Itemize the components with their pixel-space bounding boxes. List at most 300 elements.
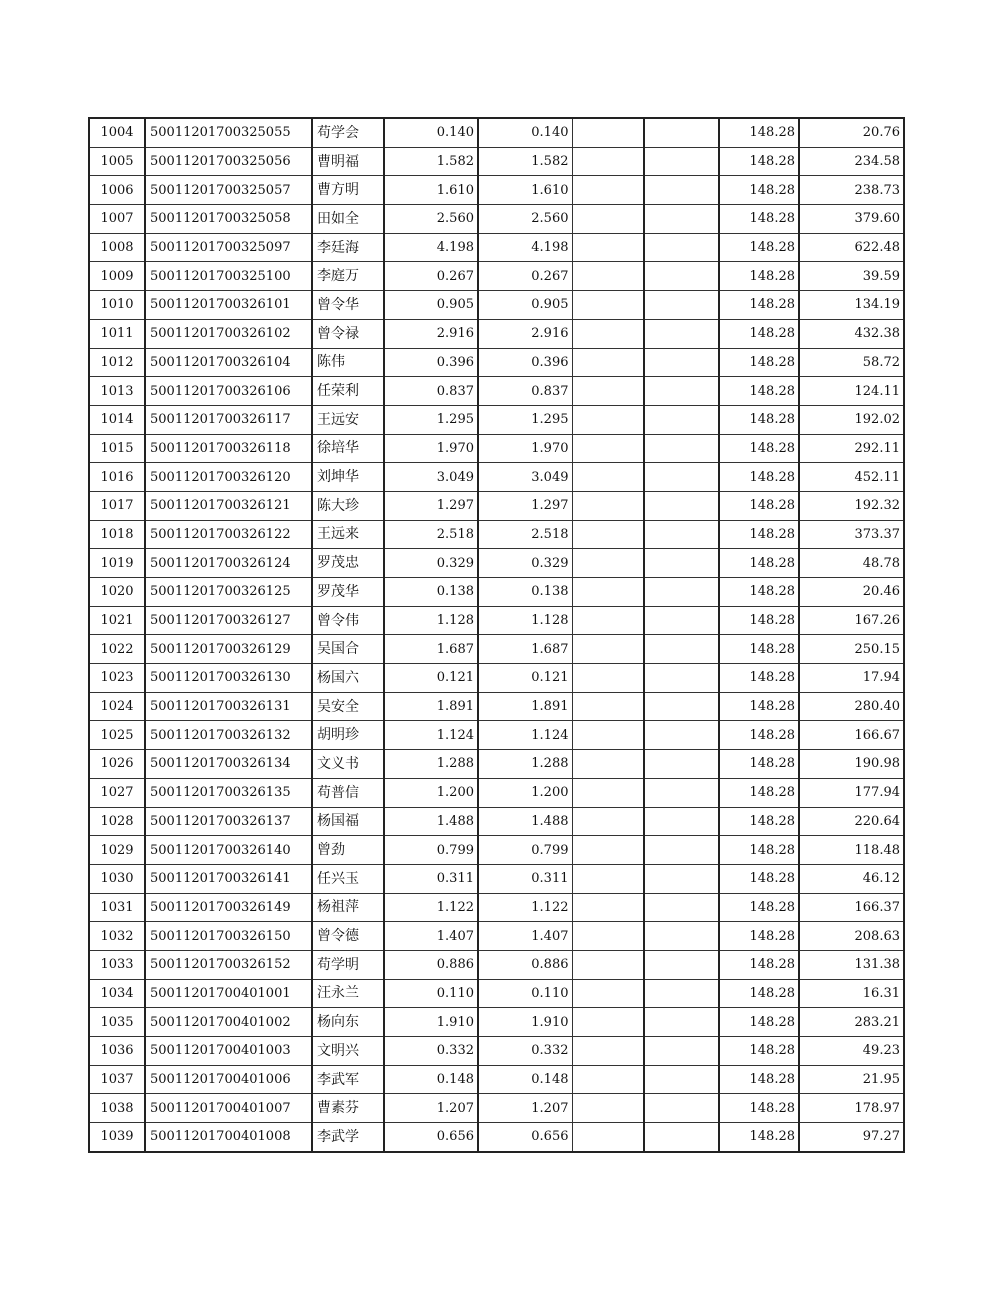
cell-name: 汪永兰	[312, 979, 384, 1008]
cell-rate: 148.28	[719, 262, 799, 291]
cell-seq: 1011	[89, 319, 145, 348]
cell-amount: 283.21	[799, 1008, 904, 1037]
cell-area-a: 1.610	[384, 176, 478, 205]
cell-empty	[644, 319, 719, 348]
cell-name: 罗茂忠	[312, 549, 384, 578]
cell-empty	[644, 549, 719, 578]
cell-empty	[572, 520, 644, 549]
cell-name: 王远安	[312, 405, 384, 434]
cell-empty	[572, 979, 644, 1008]
table-row	[89, 520, 904, 549]
cell-seq: 1022	[89, 635, 145, 664]
cell-name: 任兴玉	[312, 864, 384, 893]
cell-area-a: 1.295	[384, 405, 478, 434]
cell-household-code: 50011201700326120	[145, 463, 312, 492]
cell-amount: 192.32	[799, 491, 904, 520]
cell-seq: 1015	[89, 434, 145, 463]
cell-empty	[572, 721, 644, 750]
cell-name: 文义书	[312, 750, 384, 779]
cell-area-b: 1.122	[478, 893, 572, 922]
cell-name: 李庭万	[312, 262, 384, 291]
table-row	[89, 348, 904, 377]
cell-empty	[644, 205, 719, 234]
cell-household-code: 50011201700326129	[145, 635, 312, 664]
cell-area-a: 1.200	[384, 778, 478, 807]
cell-amount: 379.60	[799, 205, 904, 234]
cell-rate: 148.28	[719, 836, 799, 865]
cell-empty	[572, 1123, 644, 1152]
table-row	[89, 118, 904, 147]
cell-empty	[572, 1094, 644, 1123]
cell-empty	[644, 664, 719, 693]
cell-empty	[572, 692, 644, 721]
cell-area-b: 2.916	[478, 319, 572, 348]
table-row	[89, 147, 904, 176]
cell-empty	[572, 176, 644, 205]
cell-household-code: 50011201700326132	[145, 721, 312, 750]
cell-seq: 1020	[89, 578, 145, 607]
cell-empty	[644, 1065, 719, 1094]
cell-household-code: 50011201700326125	[145, 578, 312, 607]
cell-household-code: 50011201700401008	[145, 1123, 312, 1152]
table-row	[89, 750, 904, 779]
cell-empty	[644, 520, 719, 549]
cell-area-a: 0.329	[384, 549, 478, 578]
cell-area-b: 0.121	[478, 664, 572, 693]
cell-amount: 292.11	[799, 434, 904, 463]
cell-name: 李廷海	[312, 233, 384, 262]
table-row	[89, 434, 904, 463]
subsidy-ledger-table	[88, 117, 905, 1153]
cell-rate: 148.28	[719, 606, 799, 635]
cell-seq: 1018	[89, 520, 145, 549]
cell-name: 徐培华	[312, 434, 384, 463]
cell-amount: 622.48	[799, 233, 904, 262]
cell-empty	[644, 262, 719, 291]
cell-seq: 1029	[89, 836, 145, 865]
cell-area-b: 0.140	[478, 118, 572, 147]
cell-empty	[572, 635, 644, 664]
cell-household-code: 50011201700401002	[145, 1008, 312, 1037]
cell-name: 吴国合	[312, 635, 384, 664]
cell-seq: 1009	[89, 262, 145, 291]
table-row	[89, 262, 904, 291]
cell-seq: 1016	[89, 463, 145, 492]
cell-name: 杨国六	[312, 664, 384, 693]
cell-amount: 49.23	[799, 1037, 904, 1066]
cell-household-code: 50011201700326122	[145, 520, 312, 549]
cell-household-code: 50011201700326106	[145, 377, 312, 406]
cell-empty	[644, 1123, 719, 1152]
cell-seq: 1021	[89, 606, 145, 635]
table-row	[89, 1065, 904, 1094]
cell-amount: 190.98	[799, 750, 904, 779]
cell-name: 胡明珍	[312, 721, 384, 750]
cell-empty	[572, 262, 644, 291]
cell-rate: 148.28	[719, 578, 799, 607]
cell-seq: 1006	[89, 176, 145, 205]
cell-seq: 1036	[89, 1037, 145, 1066]
cell-name: 李武军	[312, 1065, 384, 1094]
table-row	[89, 606, 904, 635]
cell-amount: 220.64	[799, 807, 904, 836]
cell-rate: 148.28	[719, 864, 799, 893]
cell-empty	[572, 405, 644, 434]
table-row	[89, 721, 904, 750]
cell-empty	[644, 750, 719, 779]
cell-empty	[572, 205, 644, 234]
cell-name: 苟学明	[312, 950, 384, 979]
cell-amount: 178.97	[799, 1094, 904, 1123]
cell-household-code: 50011201700326101	[145, 291, 312, 320]
cell-rate: 148.28	[719, 778, 799, 807]
cell-empty	[644, 434, 719, 463]
table-row	[89, 1123, 904, 1152]
cell-rate: 148.28	[719, 434, 799, 463]
cell-seq: 1023	[89, 664, 145, 693]
cell-area-a: 0.148	[384, 1065, 478, 1094]
cell-area-a: 1.124	[384, 721, 478, 750]
cell-empty	[644, 1037, 719, 1066]
cell-rate: 148.28	[719, 118, 799, 147]
cell-empty	[644, 147, 719, 176]
cell-area-b: 0.656	[478, 1123, 572, 1152]
cell-area-b: 0.267	[478, 262, 572, 291]
cell-seq: 1025	[89, 721, 145, 750]
cell-household-code: 50011201700326102	[145, 319, 312, 348]
cell-household-code: 50011201700326134	[145, 750, 312, 779]
cell-name: 杨向东	[312, 1008, 384, 1037]
cell-amount: 118.48	[799, 836, 904, 865]
cell-area-b: 2.518	[478, 520, 572, 549]
cell-name: 王远来	[312, 520, 384, 549]
table-row	[89, 635, 904, 664]
cell-seq: 1005	[89, 147, 145, 176]
cell-area-b: 0.905	[478, 291, 572, 320]
cell-seq: 1024	[89, 692, 145, 721]
cell-household-code: 50011201700326127	[145, 606, 312, 635]
table-row	[89, 405, 904, 434]
table-row	[89, 319, 904, 348]
cell-area-b: 4.198	[478, 233, 572, 262]
table-row	[89, 692, 904, 721]
cell-household-code: 50011201700326121	[145, 491, 312, 520]
cell-rate: 148.28	[719, 807, 799, 836]
cell-household-code: 50011201700401006	[145, 1065, 312, 1094]
cell-area-a: 1.970	[384, 434, 478, 463]
cell-area-a: 1.128	[384, 606, 478, 635]
cell-name: 田如全	[312, 205, 384, 234]
cell-seq: 1027	[89, 778, 145, 807]
cell-amount: 124.11	[799, 377, 904, 406]
cell-empty	[572, 864, 644, 893]
cell-name: 吴安全	[312, 692, 384, 721]
cell-area-b: 1.970	[478, 434, 572, 463]
cell-amount: 373.37	[799, 520, 904, 549]
cell-amount: 131.38	[799, 950, 904, 979]
cell-name: 曾令华	[312, 291, 384, 320]
cell-area-a: 1.407	[384, 922, 478, 951]
table-row	[89, 922, 904, 951]
cell-rate: 148.28	[719, 979, 799, 1008]
cell-empty	[572, 578, 644, 607]
cell-rate: 148.28	[719, 1123, 799, 1152]
cell-household-code: 50011201700325056	[145, 147, 312, 176]
cell-household-code: 50011201700325097	[145, 233, 312, 262]
cell-area-b: 2.560	[478, 205, 572, 234]
cell-empty	[572, 807, 644, 836]
cell-amount: 48.78	[799, 549, 904, 578]
cell-rate: 148.28	[719, 950, 799, 979]
table-row	[89, 176, 904, 205]
cell-amount: 20.76	[799, 118, 904, 147]
cell-rate: 148.28	[719, 692, 799, 721]
cell-area-a: 0.110	[384, 979, 478, 1008]
cell-empty	[644, 1094, 719, 1123]
table-row	[89, 291, 904, 320]
cell-empty	[644, 979, 719, 1008]
cell-area-b: 1.124	[478, 721, 572, 750]
cell-household-code: 50011201700401001	[145, 979, 312, 1008]
cell-area-a: 1.687	[384, 635, 478, 664]
cell-rate: 148.28	[719, 721, 799, 750]
table-row	[89, 377, 904, 406]
table-row	[89, 1037, 904, 1066]
cell-seq: 1014	[89, 405, 145, 434]
cell-amount: 234.58	[799, 147, 904, 176]
table-row	[89, 233, 904, 262]
cell-empty	[572, 233, 644, 262]
cell-area-a: 2.560	[384, 205, 478, 234]
cell-empty	[572, 549, 644, 578]
cell-empty	[572, 291, 644, 320]
cell-seq: 1019	[89, 549, 145, 578]
cell-amount: 58.72	[799, 348, 904, 377]
table-row	[89, 664, 904, 693]
cell-seq: 1030	[89, 864, 145, 893]
cell-empty	[644, 807, 719, 836]
cell-name: 文明兴	[312, 1037, 384, 1066]
cell-seq: 1028	[89, 807, 145, 836]
cell-name: 陈伟	[312, 348, 384, 377]
cell-seq: 1012	[89, 348, 145, 377]
cell-name: 曹方明	[312, 176, 384, 205]
cell-empty	[644, 578, 719, 607]
cell-amount: 17.94	[799, 664, 904, 693]
cell-household-code: 50011201700325055	[145, 118, 312, 147]
cell-household-code: 50011201700326117	[145, 405, 312, 434]
cell-rate: 148.28	[719, 750, 799, 779]
cell-rate: 148.28	[719, 491, 799, 520]
cell-area-a: 0.332	[384, 1037, 478, 1066]
cell-amount: 238.73	[799, 176, 904, 205]
cell-area-b: 0.886	[478, 950, 572, 979]
cell-amount: 21.95	[799, 1065, 904, 1094]
cell-area-a: 0.837	[384, 377, 478, 406]
cell-empty	[572, 1065, 644, 1094]
cell-name: 杨国福	[312, 807, 384, 836]
cell-rate: 148.28	[719, 377, 799, 406]
cell-name: 李武学	[312, 1123, 384, 1152]
cell-rate: 148.28	[719, 348, 799, 377]
cell-empty	[644, 377, 719, 406]
cell-area-b: 0.311	[478, 864, 572, 893]
cell-area-a: 1.122	[384, 893, 478, 922]
cell-amount: 97.27	[799, 1123, 904, 1152]
cell-empty	[572, 319, 644, 348]
cell-amount: 192.02	[799, 405, 904, 434]
cell-area-a: 0.138	[384, 578, 478, 607]
table-row	[89, 578, 904, 607]
cell-rate: 148.28	[719, 463, 799, 492]
cell-empty	[572, 750, 644, 779]
cell-seq: 1039	[89, 1123, 145, 1152]
cell-amount: 250.15	[799, 635, 904, 664]
cell-household-code: 50011201700326104	[145, 348, 312, 377]
cell-rate: 148.28	[719, 205, 799, 234]
cell-area-b: 1.610	[478, 176, 572, 205]
cell-seq: 1007	[89, 205, 145, 234]
cell-empty	[644, 721, 719, 750]
cell-empty	[572, 348, 644, 377]
table-row	[89, 807, 904, 836]
cell-area-a: 1.891	[384, 692, 478, 721]
cell-empty	[572, 118, 644, 147]
cell-area-a: 3.049	[384, 463, 478, 492]
cell-name: 曹明福	[312, 147, 384, 176]
cell-household-code: 50011201700326137	[145, 807, 312, 836]
cell-seq: 1013	[89, 377, 145, 406]
cell-seq: 1017	[89, 491, 145, 520]
cell-amount: 16.31	[799, 979, 904, 1008]
cell-amount: 177.94	[799, 778, 904, 807]
cell-area-b: 1.200	[478, 778, 572, 807]
cell-area-a: 0.311	[384, 864, 478, 893]
cell-area-b: 1.207	[478, 1094, 572, 1123]
cell-rate: 148.28	[719, 291, 799, 320]
cell-amount: 208.63	[799, 922, 904, 951]
cell-area-b: 0.332	[478, 1037, 572, 1066]
cell-household-code: 50011201700325100	[145, 262, 312, 291]
cell-area-b: 0.799	[478, 836, 572, 865]
cell-name: 苟普信	[312, 778, 384, 807]
cell-name: 刘坤华	[312, 463, 384, 492]
cell-area-a: 0.905	[384, 291, 478, 320]
cell-name: 曾令伟	[312, 606, 384, 635]
table-row	[89, 836, 904, 865]
cell-empty	[572, 377, 644, 406]
cell-empty	[644, 291, 719, 320]
cell-amount: 167.26	[799, 606, 904, 635]
cell-area-a: 1.207	[384, 1094, 478, 1123]
cell-household-code: 50011201700326130	[145, 664, 312, 693]
cell-area-a: 0.140	[384, 118, 478, 147]
cell-amount: 432.38	[799, 319, 904, 348]
cell-seq: 1031	[89, 893, 145, 922]
cell-area-a: 0.886	[384, 950, 478, 979]
cell-empty	[572, 1037, 644, 1066]
cell-household-code: 50011201700326141	[145, 864, 312, 893]
cell-household-code: 50011201700326149	[145, 893, 312, 922]
cell-amount: 46.12	[799, 864, 904, 893]
cell-area-a: 2.518	[384, 520, 478, 549]
cell-empty	[644, 118, 719, 147]
cell-area-b: 1.891	[478, 692, 572, 721]
cell-empty	[644, 950, 719, 979]
cell-rate: 148.28	[719, 147, 799, 176]
cell-empty	[572, 836, 644, 865]
cell-area-b: 0.329	[478, 549, 572, 578]
cell-rate: 148.28	[719, 1094, 799, 1123]
cell-rate: 148.28	[719, 1008, 799, 1037]
cell-empty	[572, 434, 644, 463]
cell-area-a: 0.799	[384, 836, 478, 865]
cell-empty	[572, 1008, 644, 1037]
cell-seq: 1037	[89, 1065, 145, 1094]
table-row	[89, 463, 904, 492]
cell-household-code: 50011201700326131	[145, 692, 312, 721]
cell-amount: 280.40	[799, 692, 904, 721]
cell-amount: 20.46	[799, 578, 904, 607]
cell-area-a: 1.488	[384, 807, 478, 836]
cell-seq: 1033	[89, 950, 145, 979]
table-row	[89, 1094, 904, 1123]
cell-household-code: 50011201700326135	[145, 778, 312, 807]
cell-rate: 148.28	[719, 520, 799, 549]
cell-empty	[572, 778, 644, 807]
cell-name: 曾令禄	[312, 319, 384, 348]
cell-seq: 1010	[89, 291, 145, 320]
cell-area-b: 1.407	[478, 922, 572, 951]
cell-amount: 452.11	[799, 463, 904, 492]
cell-rate: 148.28	[719, 549, 799, 578]
cell-rate: 148.28	[719, 319, 799, 348]
cell-household-code: 50011201700401007	[145, 1094, 312, 1123]
cell-area-b: 0.148	[478, 1065, 572, 1094]
cell-area-a: 2.916	[384, 319, 478, 348]
cell-area-b: 1.297	[478, 491, 572, 520]
cell-rate: 148.28	[719, 635, 799, 664]
cell-area-b: 1.295	[478, 405, 572, 434]
cell-empty	[644, 1008, 719, 1037]
cell-area-a: 1.910	[384, 1008, 478, 1037]
cell-empty	[644, 606, 719, 635]
cell-household-code: 50011201700326140	[145, 836, 312, 865]
cell-empty	[572, 922, 644, 951]
cell-empty	[572, 664, 644, 693]
cell-empty	[644, 893, 719, 922]
cell-name: 陈大珍	[312, 491, 384, 520]
cell-empty	[644, 348, 719, 377]
cell-rate: 148.28	[719, 664, 799, 693]
cell-empty	[572, 491, 644, 520]
cell-area-a: 0.267	[384, 262, 478, 291]
cell-household-code: 50011201700325058	[145, 205, 312, 234]
cell-rate: 148.28	[719, 405, 799, 434]
cell-empty	[644, 463, 719, 492]
cell-name: 杨祖萍	[312, 893, 384, 922]
cell-name: 曾劲	[312, 836, 384, 865]
table-row	[89, 778, 904, 807]
ledger-body	[89, 118, 904, 1152]
cell-area-a: 1.288	[384, 750, 478, 779]
table-row	[89, 979, 904, 1008]
cell-empty	[644, 836, 719, 865]
cell-household-code: 50011201700401003	[145, 1037, 312, 1066]
table-row	[89, 1008, 904, 1037]
cell-amount: 134.19	[799, 291, 904, 320]
cell-amount: 39.59	[799, 262, 904, 291]
